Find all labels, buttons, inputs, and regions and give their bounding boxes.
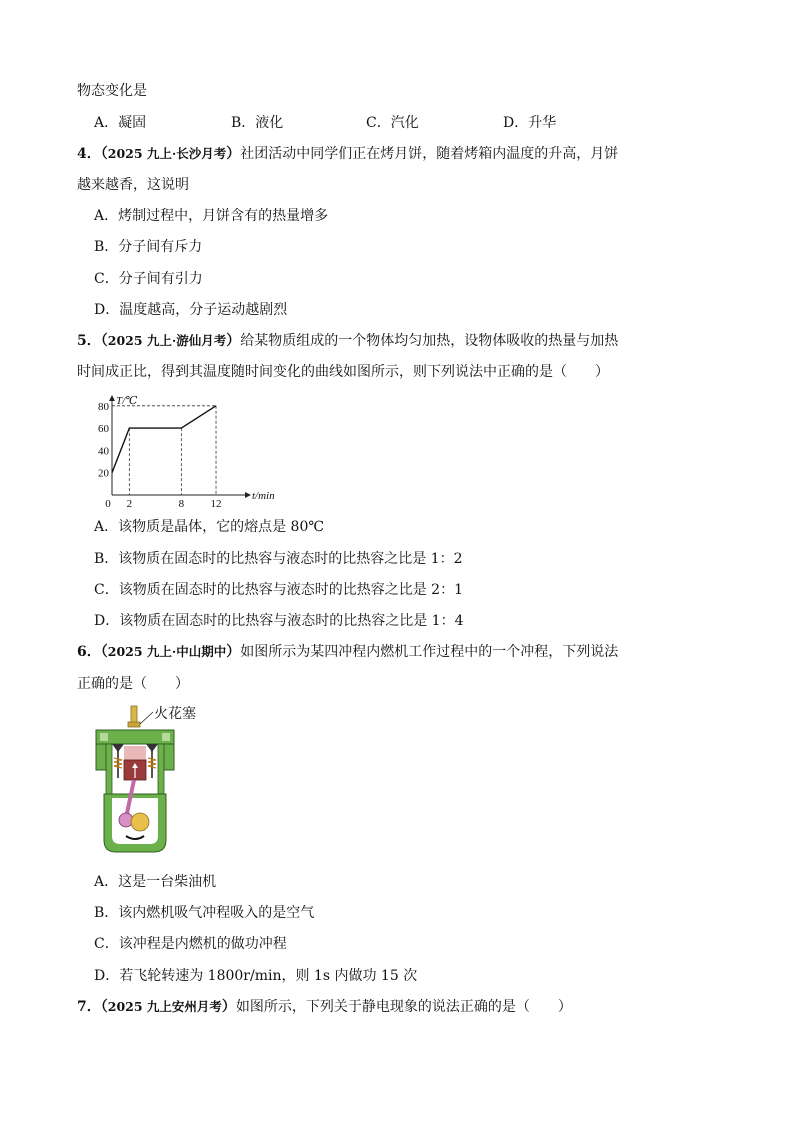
x-tick-0: 0 [105, 498, 111, 510]
q4-option-a: A．烤制过程中，月饼含有的热量增多 [94, 208, 329, 224]
y-tick-20: 20 [98, 467, 109, 480]
q6-option-b: B．该内燃机吸气冲程吸入的是空气 [94, 905, 315, 921]
q3-option-c: C．汽化 [366, 115, 419, 131]
q6-source: 2025 九上·中山期中 [107, 644, 227, 659]
q7-number: 7 [77, 999, 87, 1015]
q5-number: 5 [77, 333, 87, 349]
q5-option-d: D．该物质在固态时的比热容与液态时的比热容之比是 1：4 [94, 613, 464, 629]
q5-stem-line2: 时间成正比，得到其温度随时间变化的曲线如图所示，则下列说法中正确的是（ ） [77, 364, 609, 380]
q5-stem-line1: 5．（2025 九上·游仙月考）给某物质组成的一个物体均匀加热，设物体吸收的热量与加热 [77, 333, 619, 349]
q5-source: 2025 九上·游仙月考 [107, 333, 227, 348]
q6-stem-line1: 6．（2025 九上·中山期中）如图所示为某四冲程内燃机工作过程中的一个冲程，下列说法 [77, 644, 619, 660]
x-axis-label: t/min [252, 490, 275, 502]
x-tick-12: 12 [210, 498, 222, 510]
q5-option-a: A．该物质是晶体，它的熔点是 80℃ [94, 519, 325, 535]
x-tick-8: 8 [178, 498, 185, 510]
q6-option-a: A．这是一台柴油机 [94, 874, 217, 890]
temperature-time-chart [98, 390, 300, 510]
q3-option-d: D．升华 [503, 115, 557, 131]
y-tick-80: 80 [98, 400, 109, 413]
q6-number: 6 [77, 644, 87, 660]
q5-option-b: B．该物质在固态时的比热容与液态时的比热容之比是 1：2 [94, 551, 463, 567]
q3-option-a: A．凝固 [94, 115, 147, 131]
series-line [112, 406, 216, 473]
q4-source: 2025 九上·长沙月考 [107, 146, 227, 161]
q4-stem-line1: 4．（2025 九上·长沙月考）社团活动中同学们正在烤月饼，随着烤箱内温度的升高，月饼 [77, 146, 619, 162]
q7-stem-line1: 7．（2025 九上安州月考）如图所示，下列关于静电现象的说法正确的是（ ） [77, 999, 572, 1015]
q4-number: 4 [77, 146, 87, 162]
spark-plug-label: 火花塞 [154, 707, 196, 722]
spark-plug-icon [131, 706, 137, 724]
q4-option-b: B．分子间有斥力 [94, 239, 203, 255]
q4-option-c: C．分子间有引力 [94, 271, 203, 287]
q3-stem-tail: 物态变化是 [77, 83, 147, 99]
y-axis-label: T/℃ [116, 395, 138, 407]
y-tick-60: 60 [98, 423, 109, 436]
x-tick-2: 2 [126, 498, 133, 510]
q5-option-c: C．该物质在固态时的比热容与液态时的比热容之比是 2：1 [94, 582, 463, 598]
engine-diagram [90, 700, 220, 860]
q6-option-d: D．若飞轮转速为 1800r/min，则 1s 内做功 15 次 [94, 968, 418, 984]
q3-option-b: B．液化 [231, 115, 284, 131]
q6-option-c: C．该冲程是内燃机的做功冲程 [94, 936, 287, 952]
q4-stem-line2: 越来越香，这说明 [77, 177, 189, 193]
q4-option-d: D．温度越高，分子运动越剧烈 [94, 302, 288, 318]
y-tick-40: 40 [98, 445, 109, 458]
q6-stem-line2: 正确的是（ ） [77, 676, 189, 692]
q7-source: 2025 九上安州月考 [107, 999, 222, 1014]
